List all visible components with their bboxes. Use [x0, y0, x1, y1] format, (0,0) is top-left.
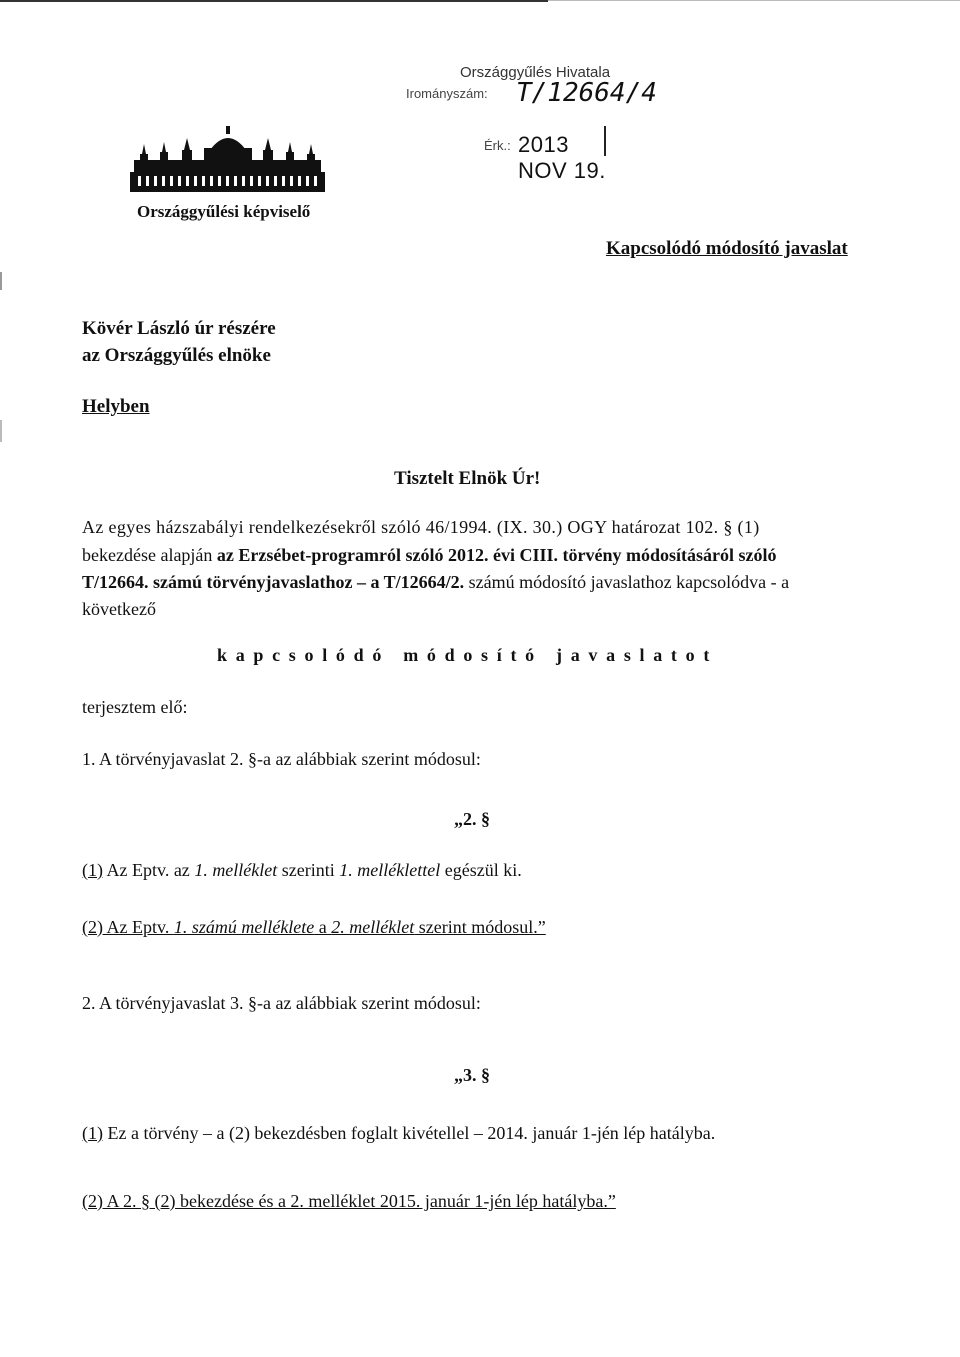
item-2-paragraph-1: [82, 1123, 715, 1144]
top-border-rule: [0, 0, 548, 2]
addressee-location: Helyben: [82, 396, 150, 417]
paragraph-text: szerint módosul.”: [414, 917, 546, 937]
paragraph-number: (2): [82, 917, 103, 937]
item-2-section: „3. §: [454, 1065, 490, 1085]
registration-stamp: [398, 56, 657, 183]
intro-line-1: Az egyes házszabályi rendelkezésekről szóló 46/1994. (IX. 30.) OGY határozat 102. § (1): [82, 517, 760, 537]
paragraph-number: (1): [82, 860, 103, 880]
scan-edge-mark: [0, 272, 2, 290]
paragraph-text: egészül ki.: [440, 860, 522, 880]
stamp-arrival-label: Érk.:: [484, 138, 511, 153]
item-1-paragraph-2: [82, 917, 546, 938]
scan-edge-mark: [0, 420, 2, 442]
intro-line-2-text: bekezdése alapján: [82, 545, 217, 565]
paragraph-text: A 2. § (2) bekezdése és a 2. melléklet 2015. január 1-jén lép hatályba.”: [103, 1191, 616, 1211]
paragraph-ref: 2. melléklet: [331, 917, 415, 937]
paragraph-ref: 1. melléklettel: [339, 860, 441, 880]
addressee-name: Kövér László úr részére: [82, 318, 276, 339]
stamp-reg-number: T/12664/4: [516, 78, 657, 108]
paragraph-text: Az Eptv.: [103, 917, 174, 937]
paragraph-number: (2): [82, 1191, 103, 1211]
stamp-title: Országgyűlés Hivatala: [460, 64, 611, 81]
paragraph-text: szerinti: [277, 860, 340, 880]
intro-line-2: [82, 545, 777, 566]
spaced-heading: kapcsolódó módosító javaslatot: [217, 645, 719, 665]
addressee-title: az Országgyűlés elnöke: [82, 345, 271, 366]
submit-line: terjesztem elő:: [82, 697, 188, 717]
stamp-handwritten-mark: [604, 126, 606, 156]
intro-line-4: következő: [82, 599, 156, 619]
paragraph-ref: 1. számú melléklete: [173, 917, 315, 937]
sender-title: Országgyűlési képviselő: [137, 202, 311, 221]
salutation: Tisztelt Elnök Úr!: [394, 468, 541, 489]
item-1-section: „2. §: [454, 809, 490, 829]
stamp-arrival-date: 2013 NOV 19.: [518, 132, 606, 183]
bill-title: az Erzsébet-programról szóló 2012. évi CIII. törvény módosításáról szóló: [216, 545, 777, 565]
paragraph-text: Az Eptv. az: [103, 860, 195, 880]
parliament-building-icon: [130, 126, 325, 192]
stamp-reg-label: Irományszám:: [406, 86, 488, 101]
document-type-heading: Kapcsolódó módosító javaslat: [606, 238, 848, 259]
top-border-rule-faint: [548, 0, 960, 1]
item-2-paragraph-2: [82, 1191, 616, 1212]
item-2-intro: 2. A törvényjavaslat 3. §-a az alábbiak szerint módosul:: [82, 993, 481, 1013]
paragraph-text: a: [314, 917, 332, 937]
paragraph-ref: 1. melléklet: [194, 860, 278, 880]
intro-line-3: [82, 572, 789, 593]
bill-number: T/12664. számú törvényjavaslathoz – a T/12664/2.: [82, 572, 465, 592]
paragraph-text: Ez a törvény – a (2) bekezdésben foglalt kivétellel – 2014. január 1-jén lép hatályba.: [103, 1123, 716, 1143]
intro-line-3-text: számú módosító javaslathoz kapcsolódva - a: [464, 572, 790, 592]
paragraph-number: (1): [82, 1123, 103, 1143]
item-1-paragraph-1: [82, 860, 522, 881]
item-1-intro: 1. A törvényjavaslat 2. §-a az alábbiak szerint módosul:: [82, 749, 481, 769]
